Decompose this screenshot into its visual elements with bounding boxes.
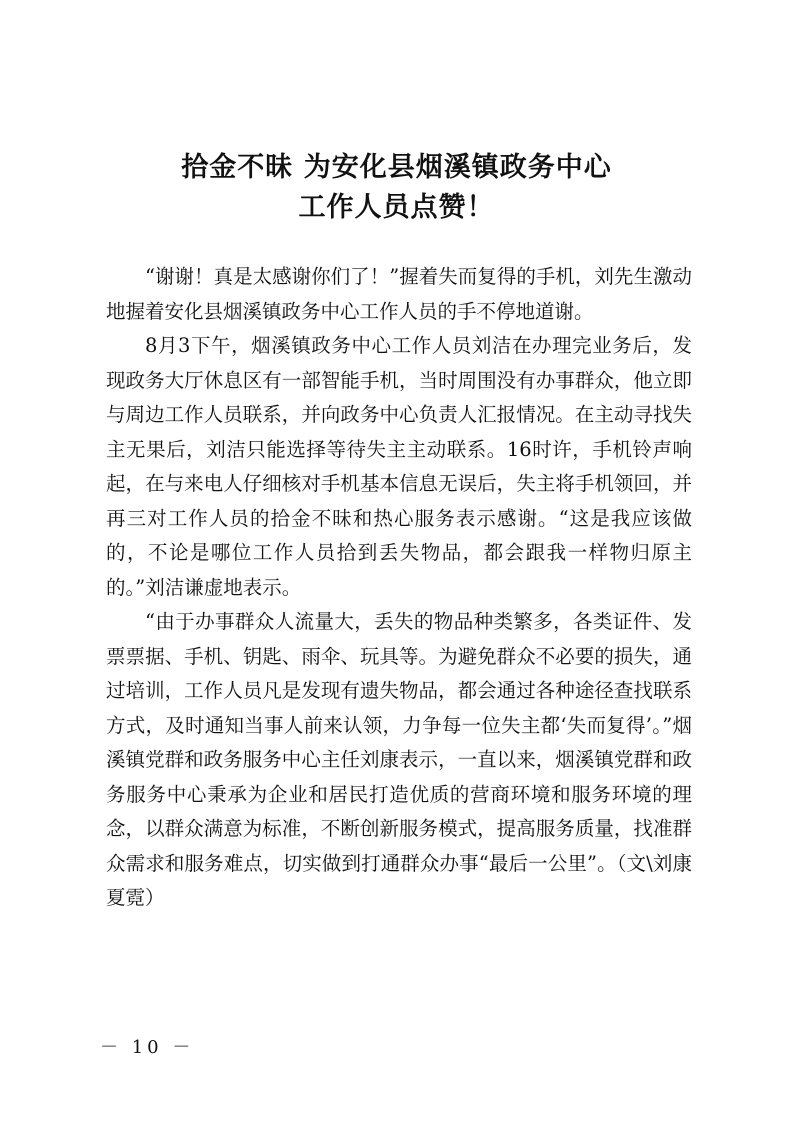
page-number: － 10 － [100,1037,195,1058]
paragraph-2: 8月3下午，烟溪镇政务中心工作人员刘洁在办理完业务后，发现政务大厅休息区有一部智能手机，当时周围没有办事群众，他立即与周边工作人员联系，并向政务中心负责人汇报情况。在主动寻找失主无果后，刘洁只能选择等待失主主动联系。16时许，手机铃声响起，在与来电人仔细核对手机基本信息无误后，失主将手机领回，并再三对工作人员的拾金不昧和热心服务表示感谢。“这是我应该做的，不论是哪位工作人员拾到丢失物品，都会跟我一样物归原主的。”刘洁谦虚地表示。 [106,334,692,599]
article-title-line-1: 拾金不昧 为安化县烟溪镇政务中心 [181,152,612,183]
paragraph-1: “谢谢！真是太感谢你们了！”握着失而复得的手机，刘先生激动地握着安化县烟溪镇政务中心工作人员的手不停地道谢。 [106,265,692,323]
paragraph-3: “由于办事群众人流量大，丢失的物品种类繁多，各类证件、发票票据、手机、钥匙、雨伞、玩具等。为避免群众不必要的损失，通过培训，工作人员凡是发现有遗失物品，都会通过各种途径查找联系方式，及时通知当事人前来认领，力争每一位失主都‘失而复得’。”烟溪镇党群和政务服务中心主任刘康表示，一直以来，烟溪镇党群和政务服务中心秉承为企业和居民打造优质的营商环境和服务环境的理念，以群众满意为标准，不断创新服务模式，提高服务质量，找准群众需求和服务难点，切实做到打通群众办事“最后一公里”。（文\刘康 夏霓） [106,610,692,909]
article-title-line-2: 工作人员点赞！ [298,192,495,223]
article-body [106,260,692,916]
